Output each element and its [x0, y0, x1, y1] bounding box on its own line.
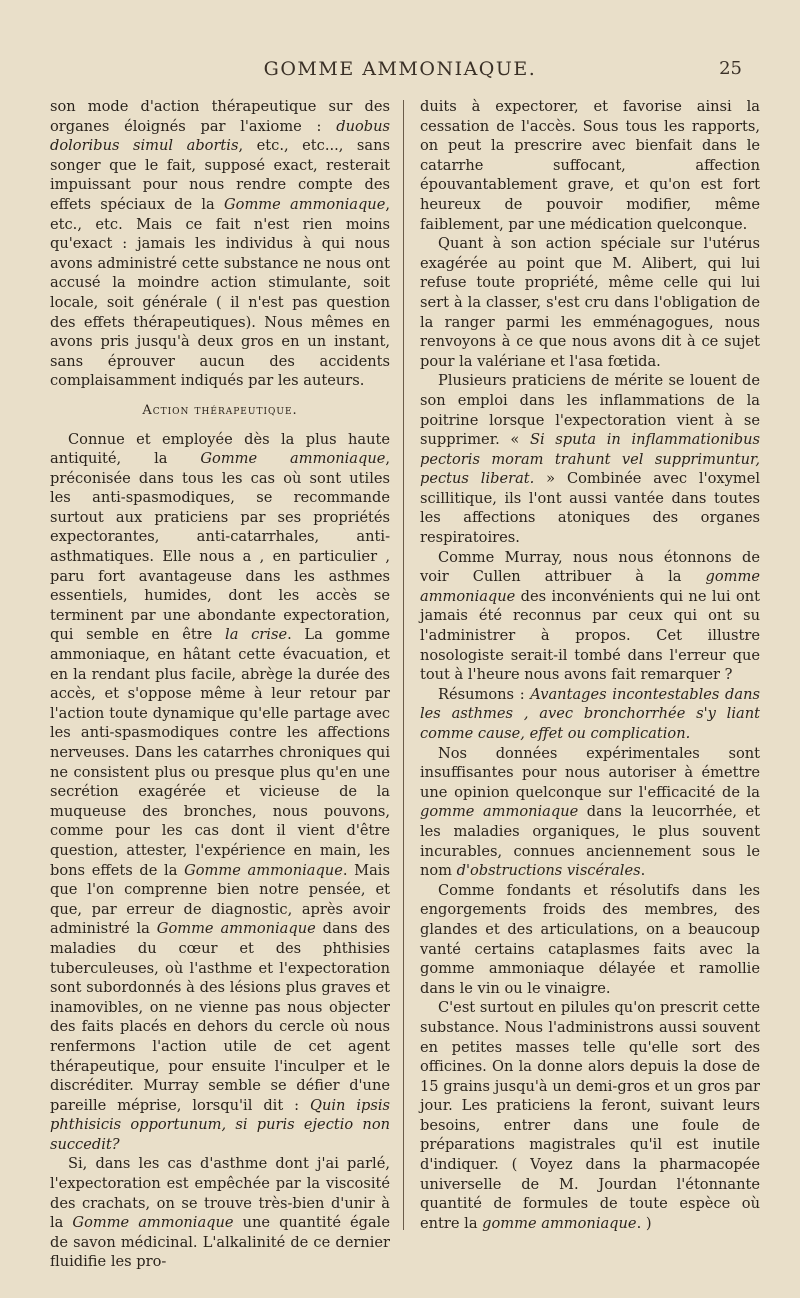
paragraph — [50, 430, 390, 1155]
text-run: . Mais que l'on comprenne bien notre pensée, et que, par erreur de diagnostic, après avoir administré la — [50, 861, 390, 938]
italic-text: Gomme ammoniaque — [156, 920, 316, 938]
paragraph — [420, 685, 760, 744]
italic-text: Gomme ammoniaque — [72, 1214, 234, 1232]
text-run: , préconisée dans tous les cas où sont utiles les anti-spasmodiques, se recommande surtout aux praticiens par ses propriétés expectorantes, anti-catarrhales, anti-asthmatiques. Elle nous a , en particulier , paru fort avantageuse dans les asthmes essentiels, humides, dont les accès se terminent par une abondante expectoration, qui semble en être — [50, 450, 390, 644]
text-run: Plusieurs praticiens de mérite se louent de son emploi dans les inflammations de la poitrine lorsque l'expectoration vient à se supprimer. « — [420, 372, 760, 449]
italic-text: Gomme ammoniaque — [184, 861, 343, 879]
paragraph — [50, 1154, 390, 1272]
page-header — [0, 58, 800, 82]
text-run: Comme Murray, nous nous étonnons de voir Cullen attribuer à la — [420, 548, 760, 586]
left-column — [50, 97, 390, 1272]
italic-text: Gomme ammoniaque — [224, 195, 386, 213]
text-run: duits à expectorer, et favorise ainsi la cessation de l'accès. Sous tous les rapports, on peut la prescrire avec bienfait dans le catarrhe suffocant, affection épouvantablement grave, et qu'on est fort heureux de pouvoir modifier, même faiblement, par une médication quelconque. — [420, 98, 760, 233]
paragraph — [420, 97, 760, 234]
paragraph — [420, 548, 760, 685]
text-run: C'est surtout en pilules qu'on prescrit cette substance. Nous l'administrons aussi souvent en petites masses telle qu'elle sort des officines. On la donne alors depuis la dose de 15 grains jusqu'à un demi-gros et un gros par jour. Les praticiens la feront, suivant leurs besoins, entrer dans une foule de préparations magistrales qu'il est inutile d'indiquer. ( Voyez dans la pharmacopée universelle de M. Jourdan l'étonnante quantité de formules de toute espèce où entre la — [420, 999, 760, 1232]
right-column — [420, 97, 760, 1233]
paragraph — [420, 371, 760, 547]
italic-text: gomme ammoniaque — [482, 1214, 637, 1232]
text-run: , etc., etc. Mais ce fait n'est rien moins qu'exact : jamais les individus à qui nous avons administré cette substance ne nous ont accusé la moindre action stimulante, soit locale, soit générale ( il n'est pas question des effets thérapeutiques). Nous mêmes en avons pris jusqu'à deux gros en un instant, sans éprouver aucun des accidents complaisamment indiqués par les auteurs. — [50, 195, 390, 390]
text-run: . — [640, 862, 646, 880]
text-run: . ) — [636, 1214, 652, 1232]
text-run: dans la leucorrhée, et les maladies organiques, le plus souvent incurables, connues anciennement sous le nom — [420, 803, 760, 880]
paragraph — [50, 97, 390, 391]
text-run: Connue et employée dès la plus haute antiquité, la — [50, 430, 390, 468]
section-title: Action thérapeutique. — [142, 402, 298, 418]
text-run: Si, dans les cas d'asthme dont j'ai parlé, l'expectoration est empêchée par la viscosité des crachats, on se trouve très-bien d'unir à la — [50, 1155, 390, 1232]
text-run: une quantité égale de savon médicinal. L'alkalinité de ce dernier fluidifie les pro- — [50, 1214, 390, 1271]
italic-text: Avantages incontestables dans les asthmes , avec bronchorrhée s'y liant comme cause, effet ou complication. — [420, 685, 760, 742]
text-run: dans des maladies du cœur et des phthisies tuberculeuses, où l'asthme et l'expectoration sont subordonnés à des lésions plus graves et inamovibles, on ne vienne pas nous objecter des faits placés en dehors du cercle où nous renfermons l'action utile de cet agent thérapeutique, pour ensuite l'inculper et le discréditer. Murray semble se défier d'une pareille méprise, lorsqu'il dit : — [50, 920, 390, 1114]
italic-text: d'obstructions viscérales — [456, 862, 641, 880]
italic-text: Si sputa in inflammationibus pectoris moram trahunt vel supprimuntur, pectus liberat. — [420, 431, 760, 488]
column-divider — [403, 100, 404, 1230]
text-run: , etc., etc..., sans songer que le fait, supposé exact, resterait impuissant pour nous rendre compte des effets spéciaux de la — [50, 137, 390, 213]
paragraph — [420, 881, 760, 999]
text-run: des inconvénients qui ne lui ont jamais été reconnus par ceux qui ont su l'administrer à propos. Cet illustre nosologiste serait-il tombé dans l'erreur que tout à l'heure nous avons fait remarquer ? — [420, 587, 760, 684]
paragraph — [420, 744, 760, 881]
text-run: . La gomme ammoniaque, en hâtant cette évacuation, et en la rendant plus facile, abrège la durée des accès, et s'oppose même à leur retour par l'action toute dynamique qu'elle partage avec les anti-spasmodiques contre les affections nerveuses. Dans les catarrhes chroniques qui ne consistent plus ou presque plus qu'en une secrétion exagérée et vicieuse de la muqueuse des bronches, nous pouvons, comme pour les cas dont il vient d'être question, attester, l'expérience en main, les bons effets de la — [50, 626, 390, 879]
text-run: Nos données expérimentales sont insuffisantes pour nous autoriser à émettre une opinion quelconque sur l'efficacité de la — [420, 744, 760, 801]
text-run: Comme fondants et résolutifs dans les engorgements froids des membres, des glandes et des articulations, on a beaucoup vanté certains cataplasmes faits avec la gomme ammoniaque délayée et ramollie dans le vin ou le vinaigre. — [420, 881, 760, 997]
italic-text: duobus doloribus simul abortis — [50, 117, 390, 155]
page-number: 25 — [719, 58, 742, 79]
text-run: Résumons : — [438, 685, 531, 703]
italic-text: gomme ammoniaque — [420, 803, 579, 821]
text-run: Quant à son action spéciale sur l'utérus exagérée au point que M. Alibert, qui lui refuse toute propriété, même celle qui lui sert à la classer, s'est cru dans l'obligation de la ranger parmi les emménagogues, nous renvoyons à ce que nous avons dit à ce sujet pour la valériane et l'asa fœtida. — [420, 235, 760, 370]
italic-text: Quin ipsis phthisicis opportunum, si puris ejectio non succedit? — [50, 1096, 391, 1153]
italic-text: la crise — [225, 626, 288, 644]
running-head: GOMME AMMONIAQUE. — [263, 58, 537, 80]
paragraph — [420, 234, 760, 371]
italic-text: gomme ammoniaque — [420, 568, 760, 605]
italic-text: Gomme ammoniaque — [200, 450, 386, 468]
text-run: son mode d'action thérapeutique sur des organes éloignés par l'axiome : — [50, 98, 390, 135]
text-run: » Combinée avec l'oxymel scillitique, ils l'ont aussi vantée dans toutes les affections atoniques des organes respiratoires. — [420, 470, 761, 547]
paragraph — [420, 998, 760, 1233]
